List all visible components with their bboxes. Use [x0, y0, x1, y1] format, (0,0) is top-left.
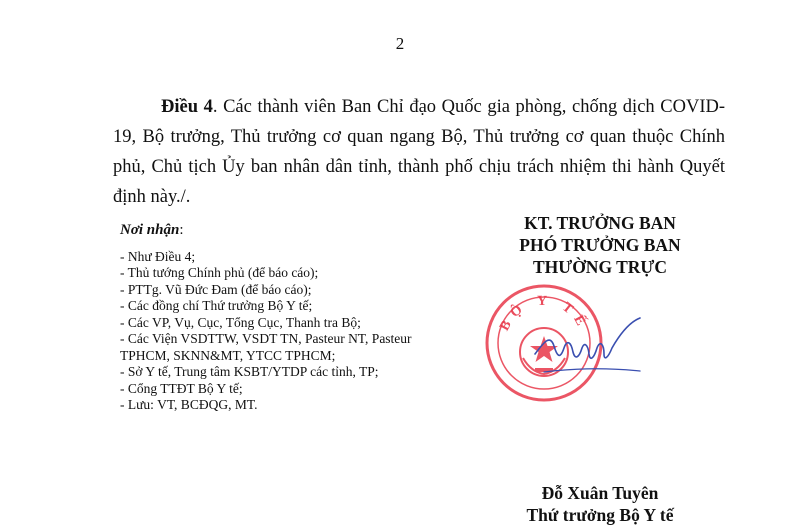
recipient-item: - Sở Y tế, Trung tâm KSBT/YTDP các tỉnh, TP; [120, 364, 379, 379]
handwritten-signature [530, 312, 645, 382]
recipients-heading-colon: : [179, 222, 184, 238]
recipient-item: - Cổng TTĐT Bộ Y tế; [120, 380, 243, 396]
stamp-text: BỘ Y TẾ [497, 293, 591, 334]
article-label: Điều 4 [161, 97, 213, 117]
recipients-heading [120, 222, 460, 239]
recipient-item: - Các Viện VSDTTW, VSDT TN, Pasteur NT, Pasteur TPHCM, SKNN&MT, YTCC TPHCM; [120, 331, 412, 363]
recipients-heading-text: Nơi nhận [120, 222, 180, 238]
signature-title-line-1: KT. TRƯỞNG BAN [524, 213, 676, 233]
article-paragraph [113, 92, 725, 212]
recipient-item: - Lưu: VT, BCĐQG, MT. [120, 397, 258, 412]
recipient-item: - Thủ tướng Chính phủ (để báo cáo); [120, 265, 319, 280]
recipients-block [120, 222, 460, 414]
page-number: 2 [395, 34, 405, 53]
signer-name: Đỗ Xuân Tuyên [541, 483, 659, 503]
recipient-item: - Như Điều 4; [120, 248, 196, 264]
signature-title-line-3: THƯỜNG TRỰC [532, 257, 667, 277]
article-text: . Các thành viên Ban Chỉ đạo Quốc gia phòng, chống dịch COVID-19, Bộ trưởng, Thủ trưởng cơ quan ngang Bộ, Thủ trưởng cơ quan thuộc Chính phủ, Chủ tịch Ủy ban nhân dân tỉnh, thành phố chịu trách nhiệm thi hành Quyết định này./. [113, 97, 726, 207]
signature-title-line-2: PHÓ TRƯỞNG BAN [519, 235, 681, 255]
recipient-item: - Các VP, Vụ, Cục, Tổng Cục, Thanh tra Bộ; [120, 314, 361, 330]
recipient-item: - Các đồng chí Thứ trưởng Bộ Y tế; [120, 298, 313, 313]
signer-block [470, 482, 730, 526]
signature-block [470, 212, 730, 278]
signer-position: Thứ trưởng Bộ Y tế [526, 505, 674, 525]
recipients-list [120, 249, 460, 414]
recipient-item: - PTTg. Vũ Đức Đam (để báo cáo); [120, 281, 312, 297]
